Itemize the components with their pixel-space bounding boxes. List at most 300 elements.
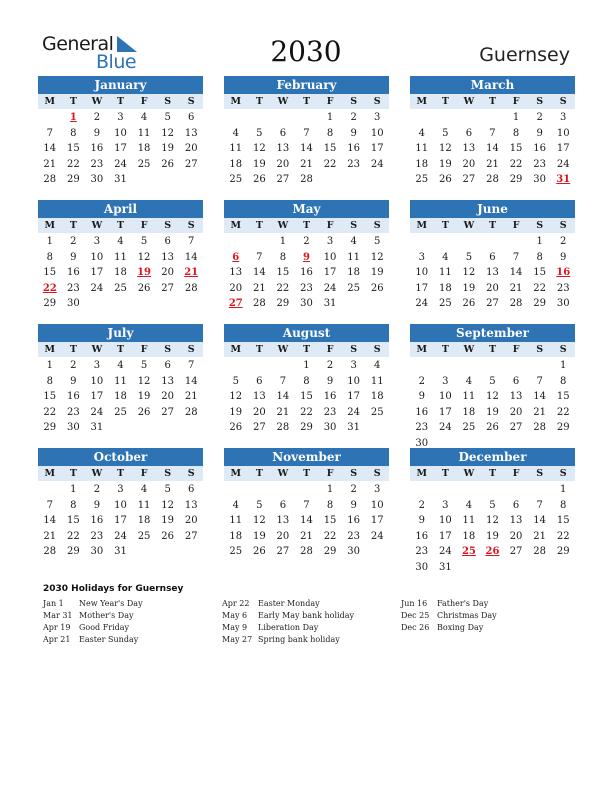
- day-cell: 20: [184, 515, 198, 526]
- empty-cell: [271, 482, 295, 498]
- day-cell: 10: [323, 251, 337, 263]
- day-cell: 14: [300, 143, 313, 154]
- weekday-header-row: [410, 466, 575, 481]
- day-cell: 17: [370, 515, 384, 526]
- day-cell: 20: [509, 406, 523, 418]
- day-cell: 8: [46, 375, 53, 387]
- empty-cell: [410, 234, 434, 250]
- weekday-header: F: [140, 468, 148, 479]
- weekday-header: S: [164, 344, 172, 355]
- empty-cell: [434, 234, 458, 250]
- day-cell: 19: [229, 406, 243, 418]
- day-cell: 16: [415, 406, 429, 418]
- holiday-item: [222, 610, 354, 622]
- day-cell: 23: [90, 530, 104, 542]
- month-may: [224, 200, 389, 312]
- holiday-name: Christmas Day: [437, 611, 497, 620]
- day-cell: 26: [486, 422, 499, 433]
- holiday-day-cell: 21: [184, 267, 199, 278]
- day-cell: 7: [46, 499, 53, 511]
- weekday-header: M: [230, 220, 242, 231]
- day-cell: 24: [114, 530, 127, 542]
- day-cell: 24: [114, 158, 127, 170]
- holiday-item: [401, 622, 497, 634]
- day-cell: 16: [66, 267, 80, 278]
- day-cell: 18: [462, 406, 476, 418]
- weekday-header: M: [416, 468, 428, 479]
- day-cell: 25: [415, 174, 429, 185]
- weekday-header: F: [326, 468, 334, 479]
- day-cell: 1: [279, 236, 287, 247]
- holiday-date: Apr 22: [222, 599, 250, 608]
- day-cell: 3: [117, 484, 124, 495]
- day-cell: 3: [350, 360, 357, 371]
- empty-cell: [481, 234, 505, 250]
- empty-cell: [224, 358, 248, 374]
- holiday-item: [222, 634, 354, 646]
- month-title: July: [38, 324, 203, 342]
- day-cell: 17: [114, 515, 127, 526]
- day-cell: 3: [374, 112, 381, 123]
- weekday-header: T: [441, 96, 449, 107]
- holiday-day-cell: 9: [303, 251, 310, 263]
- holiday-item: [222, 598, 354, 610]
- holiday-name: Spring bank holiday: [258, 635, 340, 644]
- day-cell: 2: [326, 360, 334, 371]
- day-cell: 4: [232, 127, 239, 139]
- day-cell: 11: [137, 127, 151, 139]
- day-cell: 8: [560, 375, 567, 387]
- day-cell: 17: [438, 406, 452, 418]
- day-cell: 1: [46, 236, 53, 247]
- day-cell: 15: [43, 391, 57, 402]
- day-cell: 14: [300, 515, 313, 526]
- day-cell: 15: [66, 143, 80, 154]
- holidays-column: [401, 598, 497, 634]
- day-cell: 3: [560, 112, 567, 123]
- weekday-header-row: [224, 94, 389, 109]
- empty-cell: [504, 234, 528, 250]
- day-cell: 3: [374, 484, 381, 495]
- day-cell: 16: [90, 515, 104, 526]
- day-cell: 6: [512, 375, 520, 387]
- holiday-date: Dec 26: [401, 623, 430, 632]
- day-cell: 18: [415, 158, 429, 170]
- day-cell: 2: [560, 236, 567, 247]
- day-cell: 28: [252, 298, 266, 309]
- day-cell: 20: [486, 282, 499, 294]
- holiday-item: [43, 598, 143, 610]
- days-grid: [410, 109, 575, 188]
- day-cell: 11: [229, 515, 243, 526]
- day-cell: 4: [418, 127, 425, 139]
- day-cell: 28: [43, 174, 57, 185]
- day-cell: 12: [137, 375, 151, 387]
- day-cell: 12: [370, 251, 384, 263]
- weekday-header: S: [164, 96, 172, 107]
- day-cell: 24: [90, 406, 104, 418]
- empty-cell: [434, 358, 458, 374]
- day-cell: 18: [137, 515, 151, 526]
- day-cell: 4: [117, 360, 124, 371]
- day-cell: 28: [184, 406, 198, 418]
- holidays-title: 2030 Holidays for Guernsey: [43, 584, 184, 594]
- weekday-header: F: [512, 96, 520, 107]
- weekday-header-row: [224, 466, 389, 481]
- weekday-header: S: [350, 220, 358, 231]
- day-cell: 10: [370, 499, 384, 511]
- day-cell: 24: [438, 546, 452, 557]
- holiday-item: [43, 622, 143, 634]
- day-cell: 14: [184, 375, 198, 387]
- day-cell: 25: [438, 298, 452, 309]
- empty-cell: [38, 482, 62, 498]
- day-cell: 29: [276, 298, 290, 309]
- day-cell: 15: [509, 143, 523, 154]
- day-cell: 17: [415, 282, 429, 294]
- day-cell: 30: [300, 298, 313, 309]
- weekday-header: F: [140, 220, 148, 231]
- month-february: [224, 76, 389, 188]
- holiday-name: Early May bank holiday: [258, 611, 355, 620]
- day-cell: 18: [438, 282, 452, 294]
- day-cell: 9: [326, 375, 334, 387]
- day-cell: 8: [536, 251, 543, 263]
- day-cell: 5: [256, 499, 263, 511]
- weekday-header: S: [559, 468, 567, 479]
- weekday-header: F: [326, 344, 334, 355]
- day-cell: 7: [489, 127, 496, 139]
- day-cell: 9: [70, 251, 77, 263]
- day-cell: 12: [486, 391, 499, 402]
- day-cell: 3: [117, 112, 124, 123]
- days-grid: [38, 233, 203, 312]
- empty-cell: [457, 234, 481, 250]
- weekday-header: S: [536, 96, 544, 107]
- day-cell: 11: [370, 375, 384, 387]
- day-cell: 23: [347, 530, 360, 542]
- day-cell: 5: [442, 127, 449, 139]
- day-cell: 22: [323, 530, 337, 542]
- day-cell: 10: [415, 267, 429, 278]
- day-cell: 1: [560, 360, 567, 371]
- day-cell: 31: [114, 546, 127, 557]
- day-cell: 18: [462, 530, 476, 542]
- holiday-day-cell: 19: [137, 267, 152, 278]
- day-cell: 14: [184, 251, 198, 263]
- day-cell: 18: [114, 267, 127, 278]
- weekday-header: S: [559, 96, 567, 107]
- empty-cell: [528, 358, 552, 374]
- day-cell: 19: [486, 530, 499, 542]
- day-cell: 13: [229, 267, 243, 278]
- day-cell: 13: [509, 515, 523, 526]
- days-grid: [38, 481, 203, 560]
- day-cell: 29: [323, 546, 337, 557]
- day-cell: 16: [323, 391, 337, 402]
- day-cell: 12: [137, 251, 151, 263]
- month-title: November: [224, 448, 389, 466]
- days-grid: [224, 233, 389, 312]
- holiday-name: New Year's Day: [79, 599, 143, 608]
- weekday-header: S: [187, 220, 195, 231]
- day-cell: 9: [350, 499, 357, 511]
- day-cell: 20: [161, 267, 174, 278]
- day-cell: 30: [415, 561, 429, 573]
- month-title: February: [224, 76, 389, 94]
- day-cell: 15: [533, 267, 546, 278]
- day-cell: 23: [415, 422, 429, 433]
- weekday-header-row: [224, 342, 389, 357]
- day-cell: 12: [252, 143, 266, 154]
- day-cell: 28: [300, 546, 313, 557]
- day-cell: 11: [229, 143, 243, 154]
- day-cell: 22: [533, 282, 546, 294]
- holiday-day-cell: 31: [556, 174, 571, 185]
- empty-cell: [481, 482, 505, 498]
- day-cell: 16: [347, 143, 360, 154]
- day-cell: 6: [489, 251, 496, 263]
- day-cell: 30: [66, 298, 80, 309]
- empty-cell: [271, 358, 295, 374]
- weekday-header: S: [350, 468, 358, 479]
- weekday-header: T: [255, 96, 263, 107]
- days-grid: [224, 109, 389, 188]
- day-cell: 23: [90, 158, 104, 170]
- day-cell: 1: [560, 484, 567, 495]
- holiday-day-cell: 6: [232, 251, 240, 263]
- weekday-header-row: [38, 466, 203, 481]
- day-cell: 9: [93, 499, 101, 511]
- holiday-day-cell: 16: [556, 267, 571, 278]
- day-cell: 5: [374, 236, 381, 247]
- holiday-name: Easter Sunday: [79, 635, 139, 644]
- day-cell: 20: [462, 158, 476, 170]
- day-cell: 10: [438, 391, 452, 402]
- day-cell: 5: [489, 375, 496, 387]
- day-cell: 4: [442, 251, 449, 263]
- empty-cell: [248, 234, 272, 250]
- weekday-header: M: [230, 468, 242, 479]
- days-grid: [224, 357, 389, 436]
- day-cell: 15: [323, 143, 337, 154]
- weekday-header: S: [559, 220, 567, 231]
- day-cell: 22: [323, 158, 337, 170]
- weekday-header-row: [410, 94, 575, 109]
- month-title: May: [224, 200, 389, 218]
- empty-cell: [295, 110, 319, 126]
- day-cell: 9: [418, 515, 425, 526]
- empty-cell: [410, 482, 434, 498]
- weekday-header: W: [463, 344, 475, 355]
- day-cell: 25: [137, 158, 151, 170]
- day-cell: 1: [512, 112, 520, 123]
- weekday-header: M: [416, 344, 428, 355]
- day-cell: 7: [512, 251, 520, 263]
- brand-logo: [42, 33, 152, 73]
- day-cell: 1: [536, 236, 543, 247]
- weekday-header: W: [463, 96, 475, 107]
- day-cell: 30: [90, 546, 104, 557]
- day-cell: 13: [161, 251, 174, 263]
- month-title: April: [38, 200, 203, 218]
- weekday-header-row: [38, 342, 203, 357]
- day-cell: 17: [438, 530, 452, 542]
- day-cell: 8: [303, 375, 310, 387]
- day-cell: 8: [326, 127, 334, 139]
- day-cell: 9: [536, 127, 543, 139]
- weekday-header: T: [116, 220, 125, 231]
- day-cell: 8: [326, 499, 334, 511]
- empty-cell: [481, 110, 505, 126]
- day-cell: 6: [256, 375, 263, 387]
- day-cell: 15: [276, 267, 290, 278]
- day-cell: 14: [486, 143, 499, 154]
- day-cell: 29: [556, 422, 570, 433]
- day-cell: 28: [533, 546, 546, 557]
- day-cell: 29: [43, 298, 57, 309]
- weekday-header-row: [224, 218, 389, 233]
- day-cell: 21: [43, 158, 57, 170]
- day-cell: 26: [229, 422, 243, 433]
- empty-cell: [457, 482, 481, 498]
- weekday-header: T: [116, 468, 125, 479]
- weekday-header: S: [164, 468, 172, 479]
- weekday-header: F: [140, 344, 148, 355]
- day-cell: 19: [252, 530, 266, 542]
- holiday-date: Apr 19: [43, 623, 71, 632]
- day-cell: 4: [465, 375, 473, 387]
- day-cell: 28: [486, 174, 499, 185]
- empty-cell: [224, 482, 248, 498]
- day-cell: 10: [114, 127, 127, 139]
- day-cell: 29: [509, 174, 523, 185]
- weekday-header: T: [69, 468, 77, 479]
- day-cell: 2: [350, 112, 357, 123]
- day-cell: 22: [556, 530, 570, 542]
- month-title: March: [410, 76, 575, 94]
- day-cell: 18: [229, 158, 243, 170]
- day-cell: 13: [462, 143, 476, 154]
- holiday-item: [43, 610, 143, 622]
- weekday-header: S: [559, 344, 567, 355]
- day-cell: 19: [486, 406, 499, 418]
- country-name: Guernsey: [479, 44, 570, 66]
- day-cell: 21: [486, 158, 499, 170]
- day-cell: 23: [66, 282, 80, 294]
- day-cell: 25: [229, 174, 243, 185]
- weekday-header: T: [302, 96, 311, 107]
- day-cell: 21: [276, 406, 290, 418]
- weekday-header: T: [255, 344, 263, 355]
- day-cell: 30: [347, 546, 360, 557]
- day-cell: 24: [347, 406, 360, 418]
- month-april: [38, 200, 203, 312]
- holiday-name: Boxing Day: [437, 623, 484, 632]
- holiday-date: Dec 25: [401, 611, 430, 620]
- day-cell: 23: [300, 282, 313, 294]
- day-cell: 9: [70, 375, 77, 387]
- weekday-header: S: [373, 468, 381, 479]
- day-cell: 18: [114, 391, 127, 402]
- day-cell: 22: [43, 406, 57, 418]
- day-cell: 11: [415, 143, 429, 154]
- days-grid: [410, 357, 575, 451]
- day-cell: 30: [415, 437, 429, 449]
- weekday-header: M: [44, 96, 56, 107]
- day-cell: 20: [252, 406, 266, 418]
- day-cell: 27: [486, 298, 499, 309]
- day-cell: 26: [252, 546, 266, 557]
- day-cell: 29: [533, 298, 546, 309]
- day-cell: 11: [462, 391, 476, 402]
- day-cell: 11: [438, 267, 452, 278]
- empty-cell: [457, 110, 481, 126]
- day-cell: 10: [438, 515, 452, 526]
- day-cell: 13: [184, 127, 198, 139]
- day-cell: 10: [556, 127, 570, 139]
- day-cell: 8: [46, 251, 53, 263]
- day-cell: 3: [442, 499, 449, 511]
- empty-cell: [295, 482, 319, 498]
- day-cell: 6: [465, 127, 473, 139]
- weekday-header: F: [512, 344, 520, 355]
- day-cell: 15: [43, 267, 57, 278]
- day-cell: 5: [140, 236, 148, 247]
- day-cell: 22: [300, 406, 313, 418]
- day-cell: 30: [90, 174, 104, 185]
- day-cell: 8: [512, 127, 520, 139]
- weekday-header-row: [410, 218, 575, 233]
- empty-cell: [410, 110, 434, 126]
- holiday-item: [43, 634, 143, 646]
- day-cell: 7: [536, 375, 543, 387]
- month-title: June: [410, 200, 575, 218]
- day-cell: 17: [347, 391, 360, 402]
- empty-cell: [224, 110, 248, 126]
- weekday-header: S: [164, 220, 172, 231]
- holiday-name: Good Friday: [79, 623, 130, 632]
- day-cell: 12: [438, 143, 452, 154]
- day-cell: 25: [114, 282, 127, 294]
- day-cell: 20: [184, 143, 198, 154]
- day-cell: 21: [184, 391, 198, 402]
- weekday-header-row: [410, 342, 575, 357]
- day-cell: 11: [462, 515, 476, 526]
- empty-cell: [410, 358, 434, 374]
- empty-cell: [528, 482, 552, 498]
- holiday-date: May 27: [222, 635, 253, 644]
- month-january: [38, 76, 203, 188]
- month-november: [224, 448, 389, 560]
- day-cell: 6: [512, 499, 520, 511]
- day-cell: 8: [560, 499, 567, 511]
- empty-cell: [504, 482, 528, 498]
- day-cell: 20: [509, 530, 523, 542]
- holiday-name: Mother's Day: [79, 611, 134, 620]
- days-grid: [38, 357, 203, 436]
- day-cell: 1: [46, 360, 53, 371]
- day-cell: 27: [161, 406, 174, 418]
- day-cell: 6: [279, 499, 287, 511]
- day-cell: 24: [415, 298, 429, 309]
- day-cell: 5: [465, 251, 473, 263]
- day-cell: 19: [462, 282, 476, 294]
- day-cell: 17: [323, 267, 337, 278]
- empty-cell: [248, 110, 272, 126]
- month-october: [38, 448, 203, 560]
- day-cell: 12: [161, 499, 174, 511]
